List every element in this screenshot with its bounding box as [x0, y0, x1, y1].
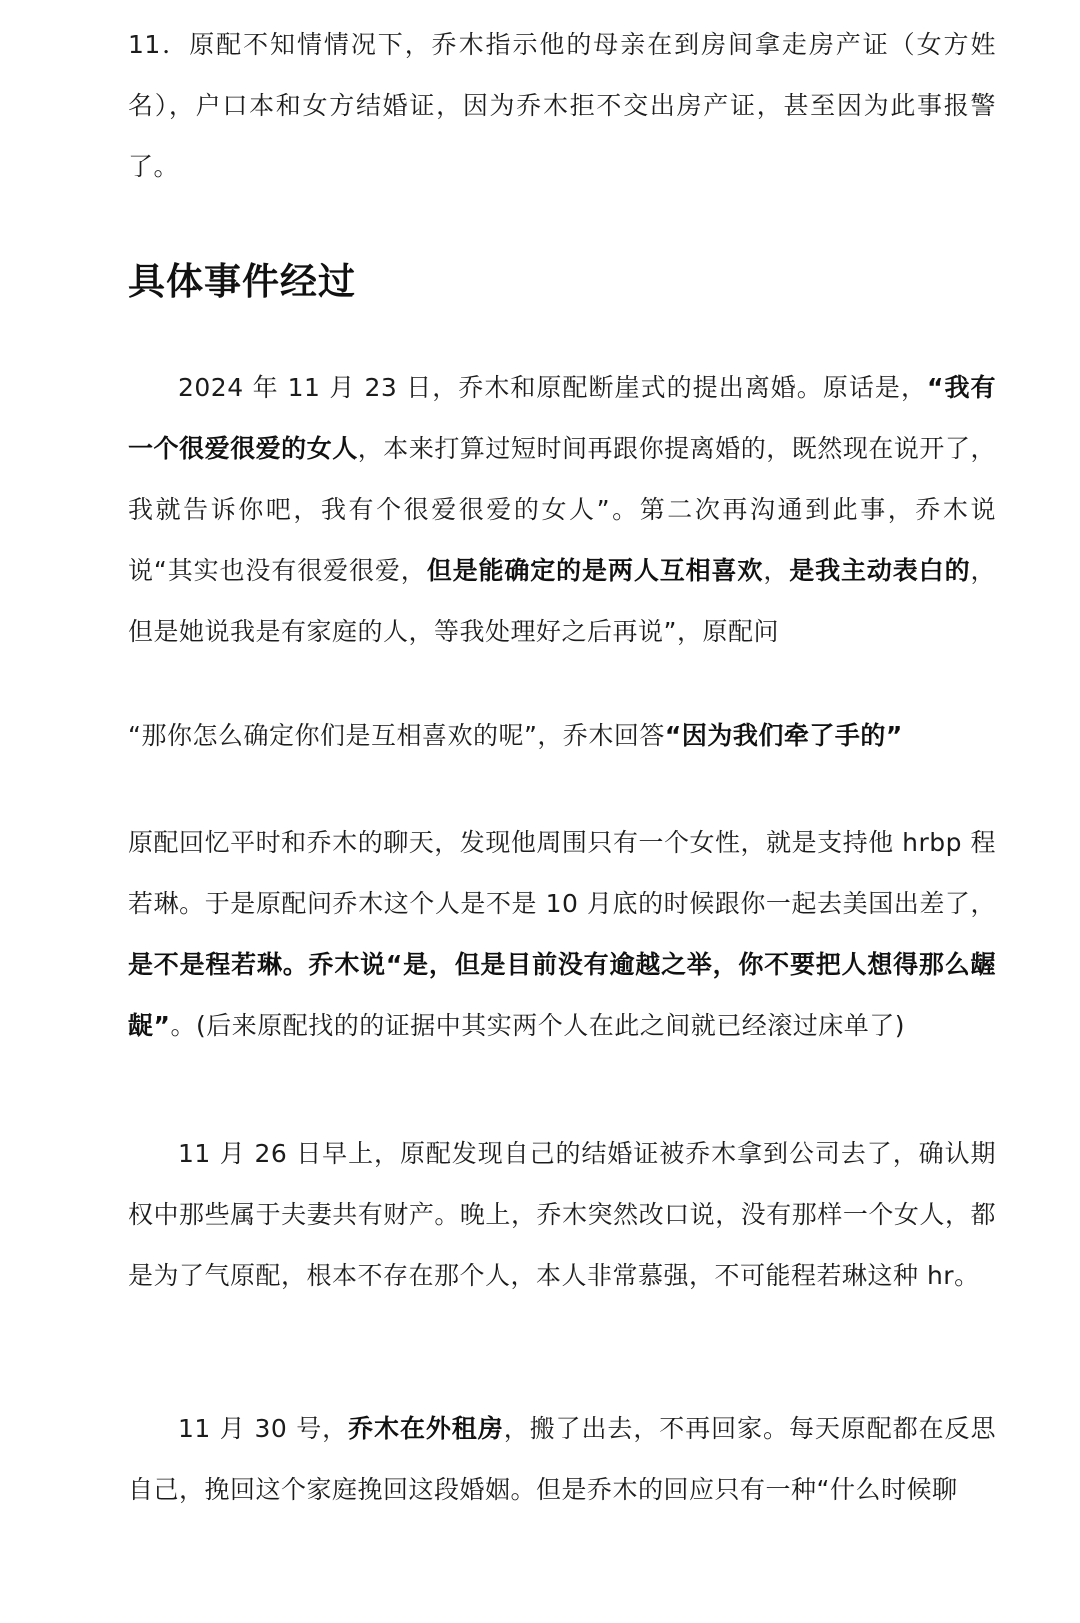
- bold-quote: 但是能确定的是两人互相喜欢: [426, 556, 764, 585]
- text-run: 2024 年 11 月 23 日，乔木和原配断崖式的提出离婚。原话是，: [178, 373, 927, 402]
- text-run: 。(后来原配找的的证据中其实两个人在此之间就已经滚过床单了): [170, 1011, 905, 1040]
- paragraph-nov-23: [128, 357, 996, 662]
- bold-quote: 乔木在外租房: [348, 1414, 504, 1443]
- paragraph-text: 11．原配不知情情况下，乔木指示他的母亲在到房间拿走房产证（女方姓名），户口本和女方结婚证，因为乔木拒不交出房产证，甚至因为此事报警了。: [128, 30, 996, 181]
- paragraph-nov-30: [128, 1398, 996, 1520]
- bold-quote: 是不是程若琳。乔木说“是，但是目前没有逾越之举，你不要把人想得那么龌龊”: [128, 950, 996, 1040]
- paragraph-text: 11 月 26 日早上，原配发现自己的结婚证被乔木拿到公司去了，确认期权中那些属于夫妻共有财产。晚上，乔木突然改口说，没有那样一个女人，都是为了气原配，根本不存在那个人，本人非常慕强，不可能程若琳这种 hr。: [128, 1139, 996, 1290]
- text-run: ，: [763, 556, 790, 585]
- text-run: 原配回忆平时和乔木的聊天，发现他周围只有一个女性，就是支持他 hrbp 程若琳。于是原配问乔木这个人是不是 10 月底的时候跟你一起去美国出差了，: [128, 828, 996, 918]
- paragraph-item-11: [128, 14, 996, 197]
- paragraph-nov-26: [128, 1123, 996, 1306]
- text-run: ，本来打算过短时间再跟你提离婚的，既然现在说开了，我就告诉你吧，我有个很爱很爱的女人”。第二次再沟通到此事，乔木说说“其实也没有很爱很爱，: [128, 434, 996, 585]
- text-run: 11 月 30 号，: [178, 1414, 349, 1443]
- text-run: “那你怎么确定你们是互相喜欢的呢”，乔木回答: [128, 721, 665, 750]
- bold-quote: “因为我们牵了手的”: [664, 721, 903, 750]
- text-run: ，搬了出去，不再回家。每天原配都在反思自己，挽回这个家庭挽回这段婚姻。但是乔木的回应只有一种“什么时候聊: [128, 1414, 996, 1504]
- bold-quote: 是我主动表白的: [789, 556, 971, 585]
- section-heading: 具体事件经过: [128, 260, 356, 303]
- bold-quote: “我有一个很爱很爱的女人: [128, 373, 997, 463]
- text-run: ，但是她说我是有家庭的人，等我处理好之后再说”，原配问: [128, 556, 996, 646]
- paragraph-recall: [128, 812, 996, 1056]
- paragraph-question: [128, 705, 996, 766]
